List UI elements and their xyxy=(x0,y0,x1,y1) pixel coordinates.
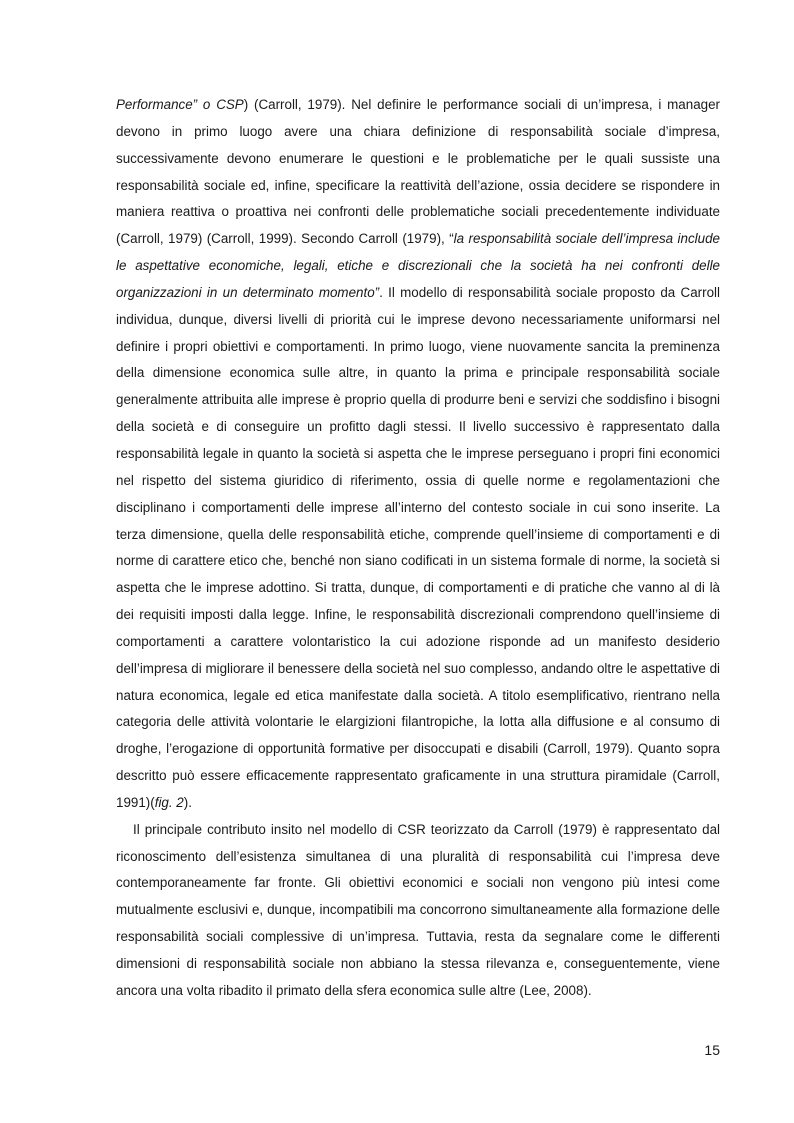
text-run: fig. 2 xyxy=(154,794,184,810)
text-run: . Il modello di responsabilità sociale proposto da Carroll individua, dunque, diversi livelli di priorità cui le imprese devono necessariamente uniformarsi nel definire i propri obiettivi e comportamenti. In primo luogo, viene nuovamente sancita la preminenza della dimensione economica sulle altre, in quanto la prima e principale responsabilità sociale generalmente attribuita alle imprese è proprio quella di produrre beni e servizi che soddisfino i bisogni della società e di conseguire un profitto dagli stessi. Il livello successivo è rappresentato dalla responsabilità legale in quanto la società si aspetta che le imprese perseguano i propri fini economici nel rispetto del sistema giuridico di riferimento, ossia di quelle norme e regolamentazioni che disciplinano i comportamenti delle imprese all’interno del contesto sociale in cui sono inserite. La terza dimensione, quella delle responsabilità etiche, comprende quell’insieme di comportamenti e di norme di carattere etico che, benché non siano codificati in un sistema formale di norme, la società si aspetta che le imprese adottino. Si tratta, dunque, di comportamenti e di pratiche che vanno al di là dei requisiti imposti dalla legge. Infine, le responsabilità discrezionali comprendono quell’insieme di comportamenti a carattere volontaristico la cui adozione risponde ad un manifesto desiderio dell’impresa di migliorare il benessere della società nel suo complesso, andando oltre le aspettative di natura economica, legale ed etica manifestate dalla società. A titolo esemplificativo, rientrano nella categoria delle attività volontarie le elargizioni filantropiche, la lotta alla diffusione e al consumo di droghe, l’erogazione di opportunità formative per disoccupati e disabili (Carroll, 1979). Quanto sopra descritto può essere efficacemente rappresentato graficamente in una struttura piramidale (Carroll, 1991)( xyxy=(116,284,720,810)
text-run: ). xyxy=(183,794,192,810)
paragraph-1 xyxy=(116,92,720,817)
text-run: Il principale contributo insito nel modello di CSR teorizzato da Carroll (1979) è rappresentato dal riconoscimento dell’esistenza simultanea di una pluralità di responsabilità cui l’impresa deve contemporaneamente far fronte. Gli obiettivi economici e sociali non vengono più intesi come mutualmente esclusivi e, dunque, incompatibili ma concorrono simultaneamente alla formazione delle responsabilità sociali complessive di un’impresa. Tuttavia, resta da segnalare come le differenti dimensioni di responsabilità sociale non abbiano la stessa rilevanza e, conseguentemente, viene ancora una volta ribadito il primato della sfera economica sulle altre (Lee, 2008). xyxy=(116,821,720,998)
text-run: ) (Carroll, 1979). Nel definire le performance sociali di un’impresa, i manager devono in primo luogo avere una chiara definizione di responsabilità sociale d’impresa, successivamente devono enumerare le questioni e le problematiche per le quali sussiste una responsabilità sociale ed, infine, specificare la reattività dell’azione, ossia decidere se rispondere in maniera reattiva o proattiva nei confronti delle problematiche sociali precedentemente individuate (Carroll, 1979) (Carroll, 1999). Secondo Carroll (1979), “ xyxy=(116,97,720,247)
text-run: Performance” o CSP xyxy=(116,97,244,112)
page-number: 15 xyxy=(704,1042,720,1058)
paragraph-2 xyxy=(116,817,720,1005)
text-run: la responsabilità sociale dell’impresa include le aspettative economiche, legali, etiche e discrezionali che la società ha nei confronti delle organizzazioni in un determinato momento” xyxy=(116,231,720,300)
body-text xyxy=(116,92,720,1005)
